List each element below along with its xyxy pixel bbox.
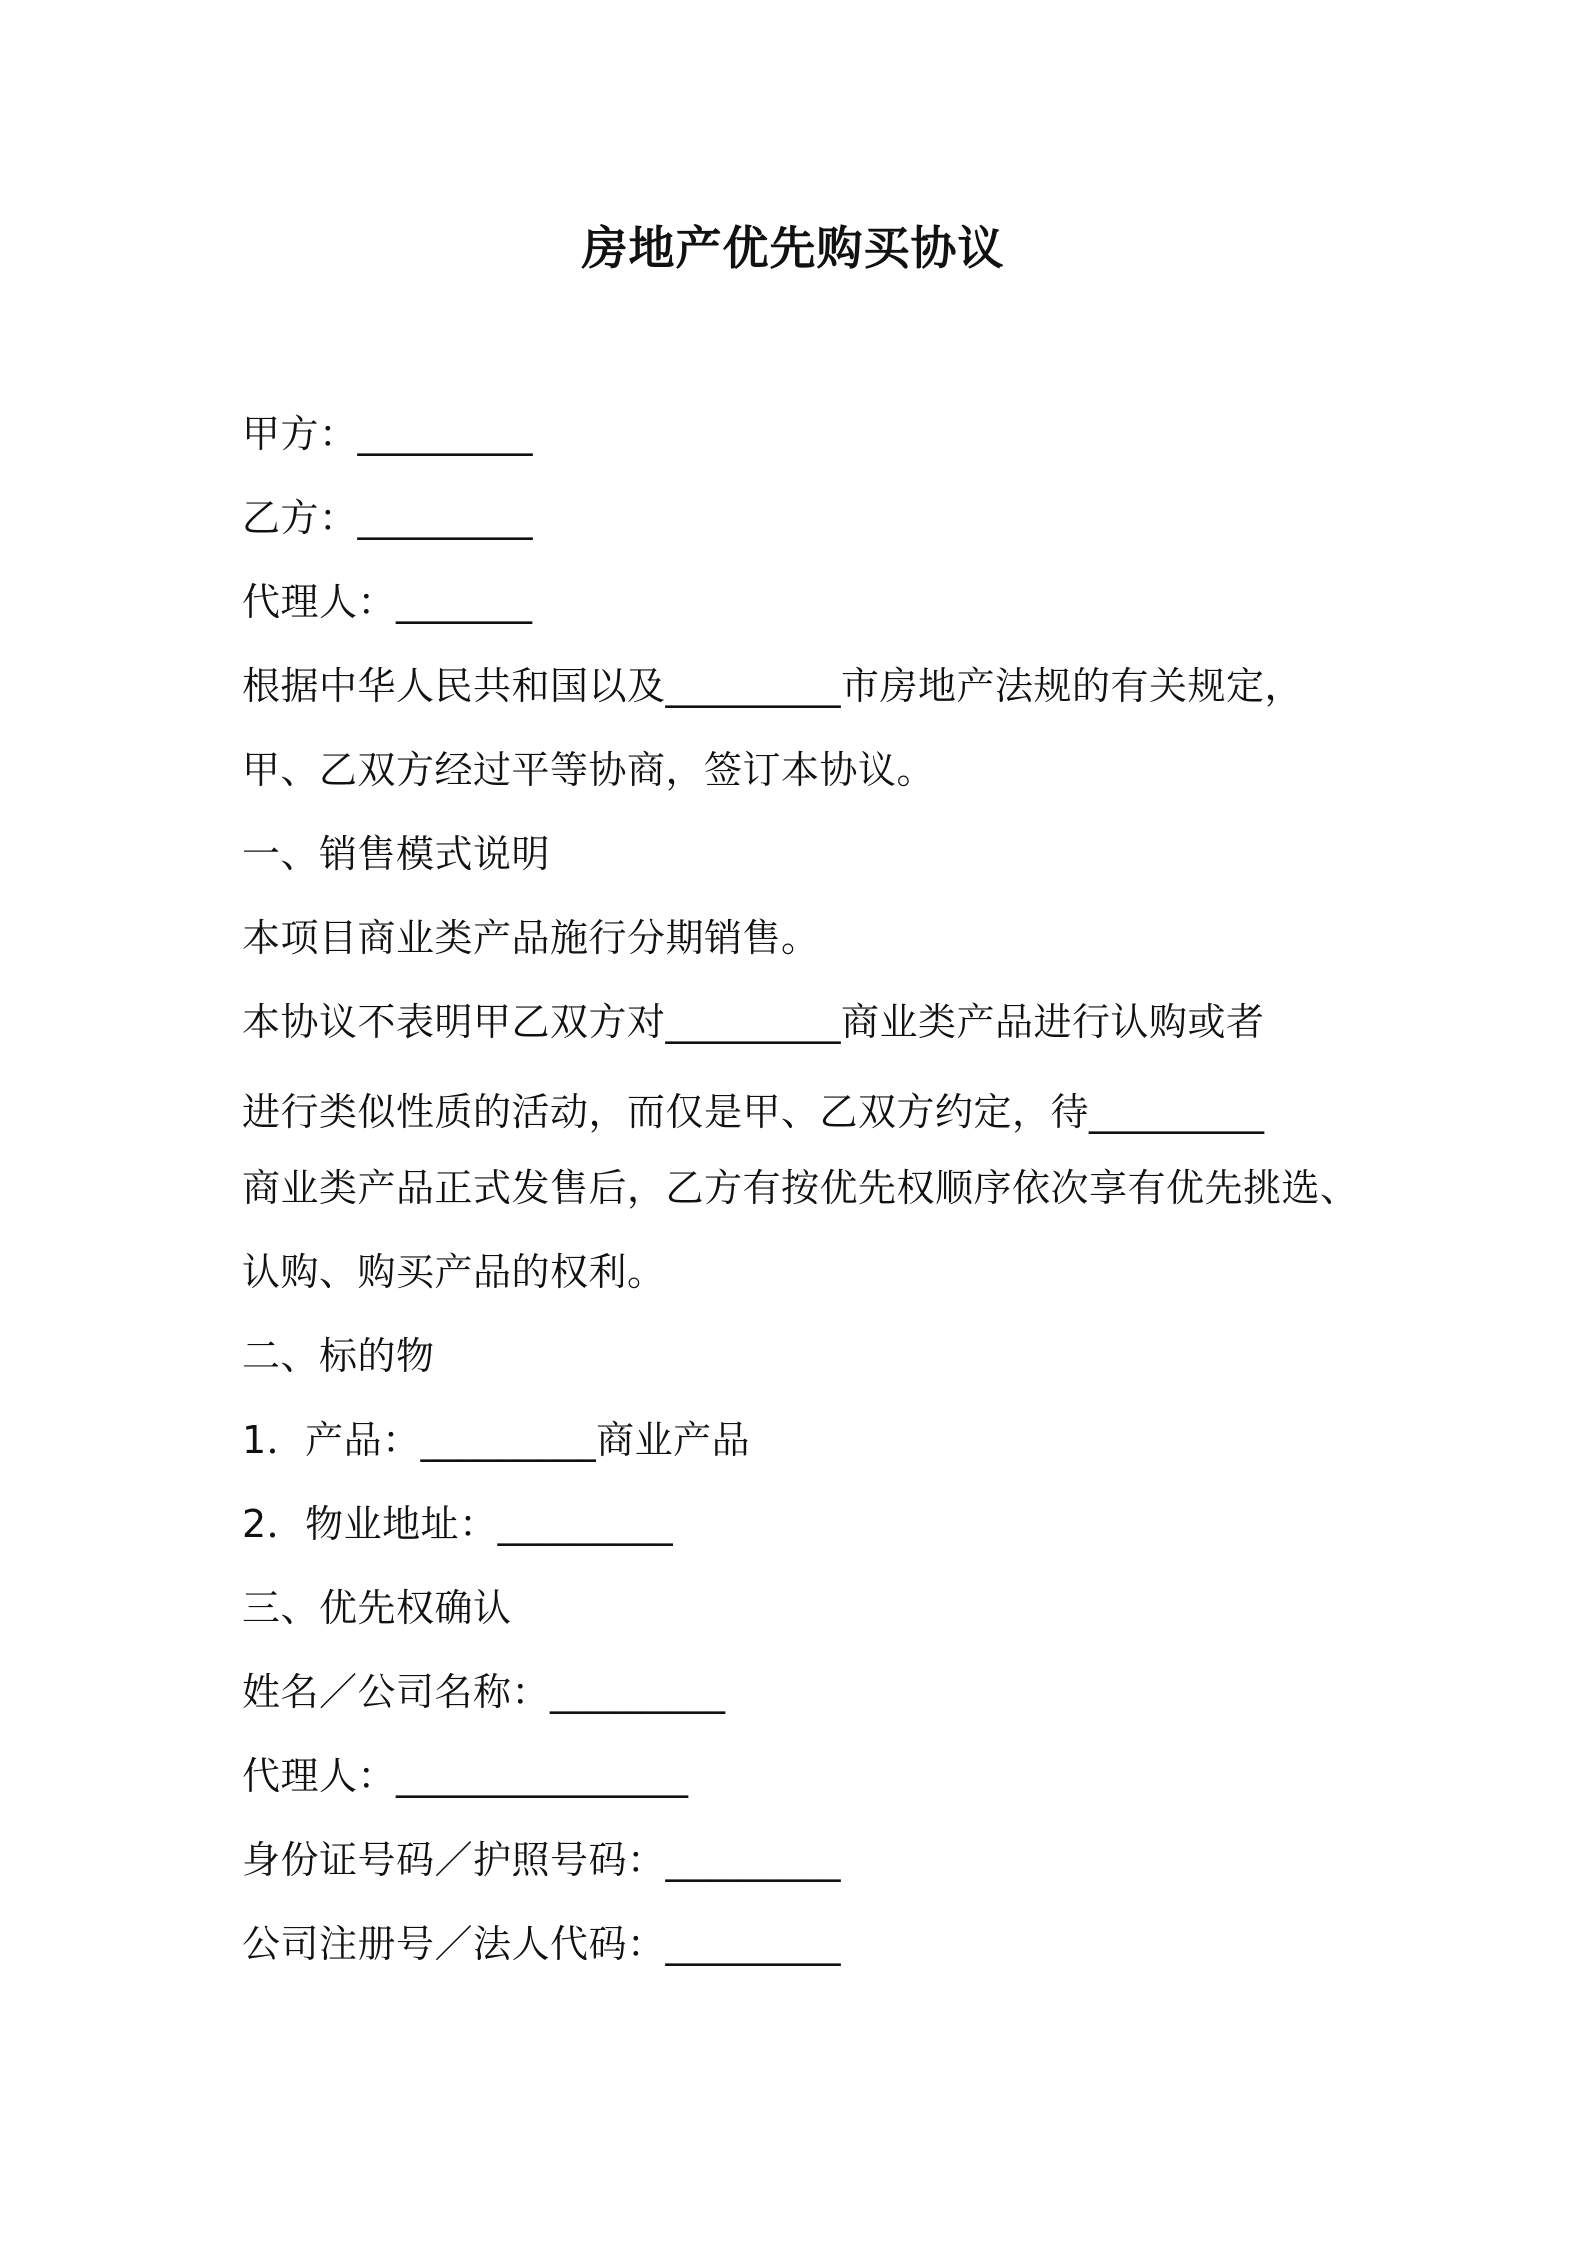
document-title: 房地产优先购买协议 <box>581 221 1005 275</box>
section-1-paragraph-2-line-4: 认购、购买产品的权利。 <box>242 1250 666 1294</box>
section-1-heading: 一、销售模式说明 <box>242 832 551 876</box>
party-a-line: 甲方：_________ <box>242 412 534 456</box>
preamble-line-1: 根据中华人民共和国以及_________市房地产法规的有关规定， <box>242 664 1304 708</box>
property-address-line: 2．物业地址：_________ <box>242 1502 674 1546</box>
section-2-heading: 二、标的物 <box>242 1334 435 1378</box>
id-passport-line: 身份证号码／护照号码：_________ <box>242 1838 842 1882</box>
agent-line: 代理人：_______ <box>242 580 533 624</box>
agent-confirm-line: 代理人：_______________ <box>242 1754 689 1798</box>
preamble-line-2: 甲、乙双方经过平等协商，签订本协议。 <box>242 748 936 792</box>
section-1-paragraph-2-line-3: 商业类产品正式发售后，乙方有按优先权顺序依次享有优先挑选、 <box>242 1166 1359 1210</box>
name-company-line: 姓名／公司名称：_________ <box>242 1670 726 1714</box>
section-1-paragraph-2-line-2: 进行类似性质的活动，而仅是甲、乙双方约定，待_________ <box>242 1090 1265 1134</box>
section-1-paragraph-1: 本项目商业类产品施行分期销售。 <box>242 916 820 960</box>
product-line: 1．产品：_________商业产品 <box>242 1418 751 1462</box>
company-registration-line: 公司注册号／法人代码：_________ <box>242 1922 842 1966</box>
section-3-heading: 三、优先权确认 <box>242 1586 512 1630</box>
party-b-line: 乙方：_________ <box>242 496 534 540</box>
section-1-paragraph-2-line-1: 本协议不表明甲乙双方对_________商业类产品进行认购或者 <box>242 1000 1265 1044</box>
